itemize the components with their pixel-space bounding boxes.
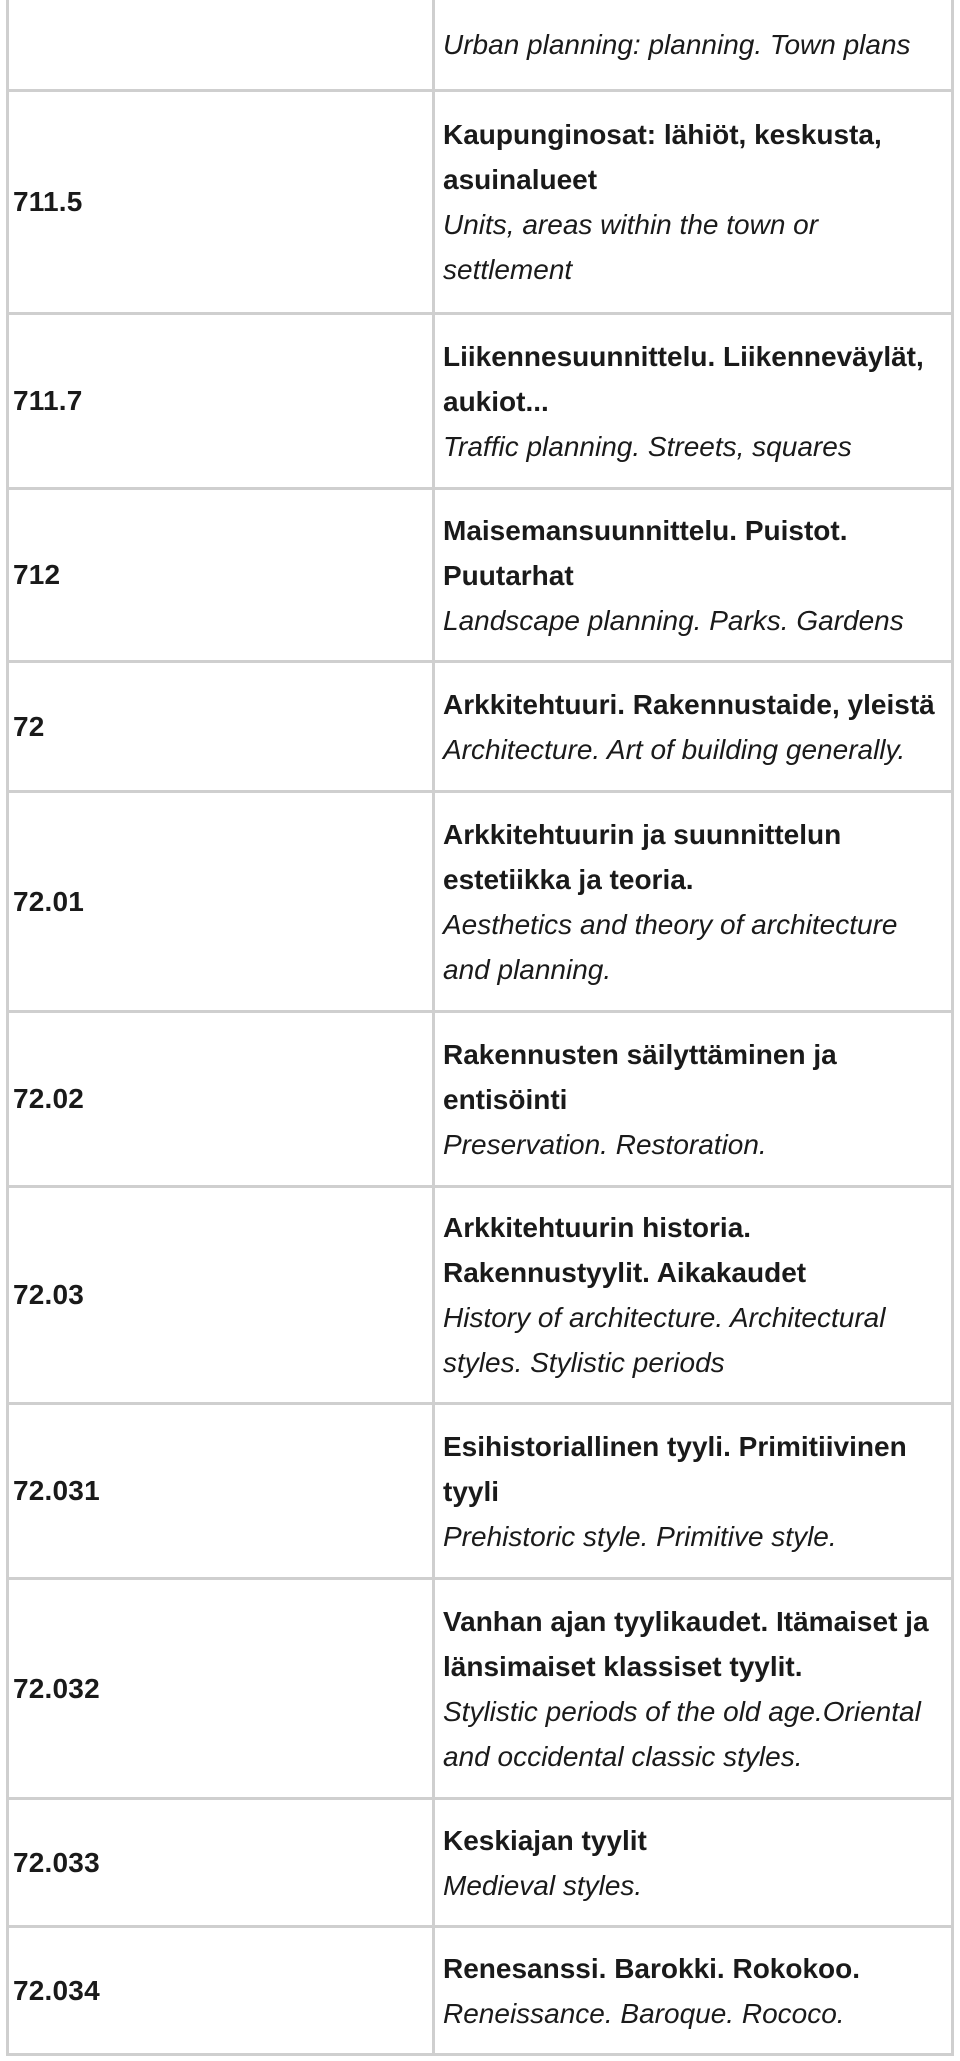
finnish-description: Arkkitehtuurin ja suunnittelun estetiikka ja teoria.: [443, 818, 842, 895]
table-row: [9, 793, 951, 1013]
english-description: Architecture. Art of building generally.: [443, 733, 906, 765]
english-description: Landscape planning. Parks. Gardens: [443, 604, 904, 636]
table-row: [9, 1928, 951, 2053]
finnish-description: Arkkitehtuuri. Rakennustaide, yleistä: [443, 688, 935, 720]
classification-table: [6, 0, 954, 2056]
class-description: [435, 1800, 951, 1925]
table-row: [9, 1013, 951, 1188]
class-description: [435, 1013, 951, 1185]
class-code: 711.7: [9, 315, 435, 487]
finnish-description: Esihistoriallinen tyyli. Primitiivinen tyyli: [443, 1430, 907, 1507]
finnish-description: Renesanssi. Barokki. Rokokoo.: [443, 1952, 861, 1984]
english-description: Stylistic periods of the old age.Oriental and occidental classic styles.: [443, 1695, 921, 1772]
table-row: [9, 1188, 951, 1405]
table-row: [9, 1580, 951, 1800]
english-description: Preservation. Restoration.: [443, 1128, 767, 1160]
class-code: 712: [9, 490, 435, 660]
class-code: 72.033: [9, 1800, 435, 1925]
class-code: [9, 0, 435, 89]
class-code: 72.01: [9, 793, 435, 1010]
table-row: [9, 663, 951, 793]
class-description: [435, 663, 951, 790]
class-description: [435, 315, 951, 487]
table-row: [9, 1405, 951, 1580]
finnish-description: Maisemansuunnittelu. Puistot. Puutarhat: [443, 514, 848, 591]
finnish-description: Keskiajan tyylit: [443, 1824, 647, 1856]
table-row: [9, 315, 951, 490]
class-code: 72.031: [9, 1405, 435, 1577]
class-description: [435, 1188, 951, 1402]
finnish-description: Kaupunginosat: lähiöt, keskusta, asuinalueet: [443, 119, 882, 195]
class-description: [435, 1580, 951, 1797]
english-description: Urban planning: planning. Town plans: [443, 29, 911, 60]
class-description: [435, 1405, 951, 1577]
class-code: 711.5: [9, 92, 435, 312]
class-code: 72.02: [9, 1013, 435, 1185]
english-description: Units, areas within the town or settlement: [443, 209, 819, 285]
finnish-description: Arkkitehtuurin historia. Rakennustyylit. Aikakaudet: [443, 1212, 807, 1288]
class-description: [435, 490, 951, 660]
class-code: 72.032: [9, 1580, 435, 1797]
class-code: 72: [9, 663, 435, 790]
table-row: [9, 0, 951, 92]
english-description: Aesthetics and theory of architecture and planning.: [443, 908, 898, 985]
finnish-description: Liikennesuunnittelu. Liikenneväylät, aukiot...: [443, 340, 924, 417]
english-description: History of architecture. Architectural styles. Stylistic periods: [443, 1302, 886, 1378]
class-description: [435, 793, 951, 1010]
class-description: [435, 92, 951, 312]
english-description: Medieval styles.: [443, 1869, 643, 1901]
finnish-description: Rakennusten säilyttäminen ja entisöinti: [443, 1038, 837, 1115]
finnish-description: Vanhan ajan tyylikaudet. Itämaiset ja länsimaiset klassiset tyylit.: [443, 1605, 929, 1682]
class-code: 72.034: [9, 1928, 435, 2053]
english-description: Traffic planning. Streets, squares: [443, 430, 852, 462]
class-description: [435, 1928, 951, 2053]
english-description: Prehistoric style. Primitive style.: [443, 1520, 837, 1552]
table-row: [9, 1800, 951, 1928]
table-row: [9, 490, 951, 663]
class-code: 72.03: [9, 1188, 435, 1402]
english-description: Reneissance. Baroque. Rococo.: [443, 1997, 845, 2029]
table-row: [9, 92, 951, 315]
class-description: [435, 0, 951, 89]
